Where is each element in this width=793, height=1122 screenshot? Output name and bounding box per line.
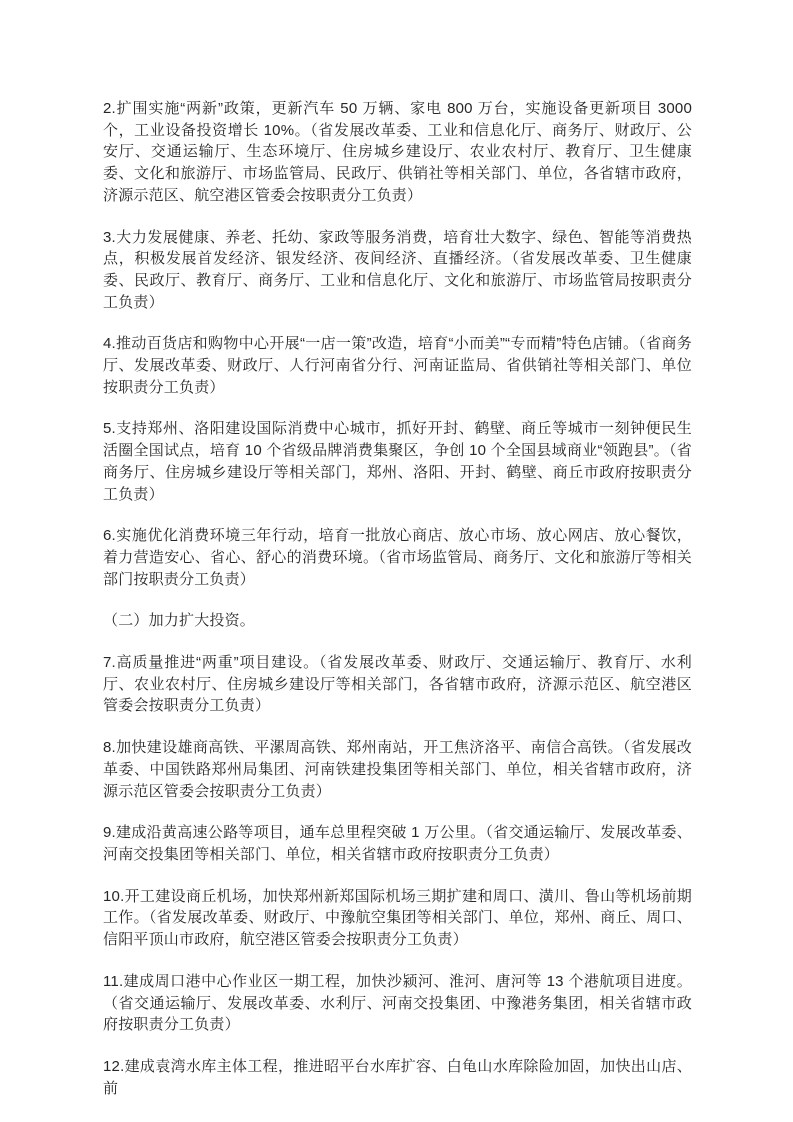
paragraph-7: 7.高质量推进“两重”项目建设。（省发展改革委、财政厅、交通运输厅、教育厅、水利厅、农业农村厅、住房城乡建设厅等相关部门，各省辖市政府，济源示范区、航空港区管委会按职责分工负责） (103, 654, 692, 715)
paragraph-3: 3.大力发展健康、养老、托幼、家政等服务消费，培育壮大数字、绿色、智能等消费热点，积极发展首发经济、银发经济、夜间经济、直播经济。（省发展改革委、卫生健康委、民政厅、教育厅、商务厅、工业和信息化厅、文化和旅游厅、市场监管局按职责分工负责） (103, 228, 692, 311)
paragraph-10: 10.开工建设商丘机场，加快郑州新郑国际机场三期扩建和周口、潢川、鲁山等机场前期工作。（省发展改革委、财政厅、中豫航空集团等相关部门、单位，郑州、商丘、周口、信阳平顶山市政府，航空港区管委会按职责分工负责） (103, 887, 692, 949)
paragraph-9: 9.建成沿黄高速公路等项目，通车总里程突破 1 万公里。（省交通运输厅、发展改革委、河南交投集团等相关部门、单位，相关省辖市政府按职责分工负责） (103, 824, 692, 863)
paragraph-12: 12.建成袁湾水库主体工程，推进昭平台水库扩容、白龟山水库除险加固，加快出山店、前 (103, 1057, 692, 1097)
section-heading-2: （二）加力扩大投资。 (103, 612, 256, 630)
paragraph-5: 5.支持郑州、洛阳建设国际消费中心城市，抓好开封、鹤壁、商丘等城市一刻钟便民生活圈全国试点，培育 10 个省级品牌消费集聚区，争创 10 个全国县域商业“领跑县”。（省商务厅、住房城乡建设厅等相关部门，郑州、洛阳、开封、鹤壁、商丘市政府按职责分工负责） (103, 420, 692, 503)
paragraph-11: 11.建成周口港中心作业区一期工程，加快沙颍河、淮河、唐河等 13 个港航项目进度。（省交通运输厅、发展改革委、水利厅、河南交投集团、中豫港务集团，相关省辖市政府按职责分工负责） (103, 972, 692, 1034)
paragraph-4: 4.推动百货店和购物中心开展“一店一策”改造，培育“小而美”“专而精”特色店铺。（省商务厅、发展改革委、财政厅、人行河南省分行、河南证监局、省供销社等相关部门、单位按职责分工负责） (103, 335, 692, 396)
paragraph-2: 2.扩围实施“两新”政策，更新汽车 50 万辆、家电 800 万台，实施设备更新项目 3000 个，工业设备投资增长 10%。（省发展改革委、工业和信息化厅、商务厅、财政厅、公安厅、交通运输厅、生态环境厅、住房城乡建设厅、农业农村厅、教育厅、卫生健康委、文化和旅游厅、市场监管局、民政厅、供销社等相关部门、单位，各省辖市政府，济源示范区、航空港区管委会按职责分工负责） (103, 100, 692, 204)
paragraph-8: 8.加快建设雄商高铁、平漯周高铁、郑州南站，开工焦济洛平、南信合高铁。（省发展改革委、中国铁路郑州局集团、河南铁建投集团等相关部门、单位，相关省辖市政府，济源示范区管委会按职责分工负责） (103, 739, 692, 800)
paragraph-6: 6.实施优化消费环境三年行动，培育一批放心商店、放心市场、放心网店、放心餐饮，着力营造安心、省心、舒心的消费环境。（省市场监管局、商务厅、文化和旅游厅等相关部门按职责分工负责） (103, 527, 692, 588)
